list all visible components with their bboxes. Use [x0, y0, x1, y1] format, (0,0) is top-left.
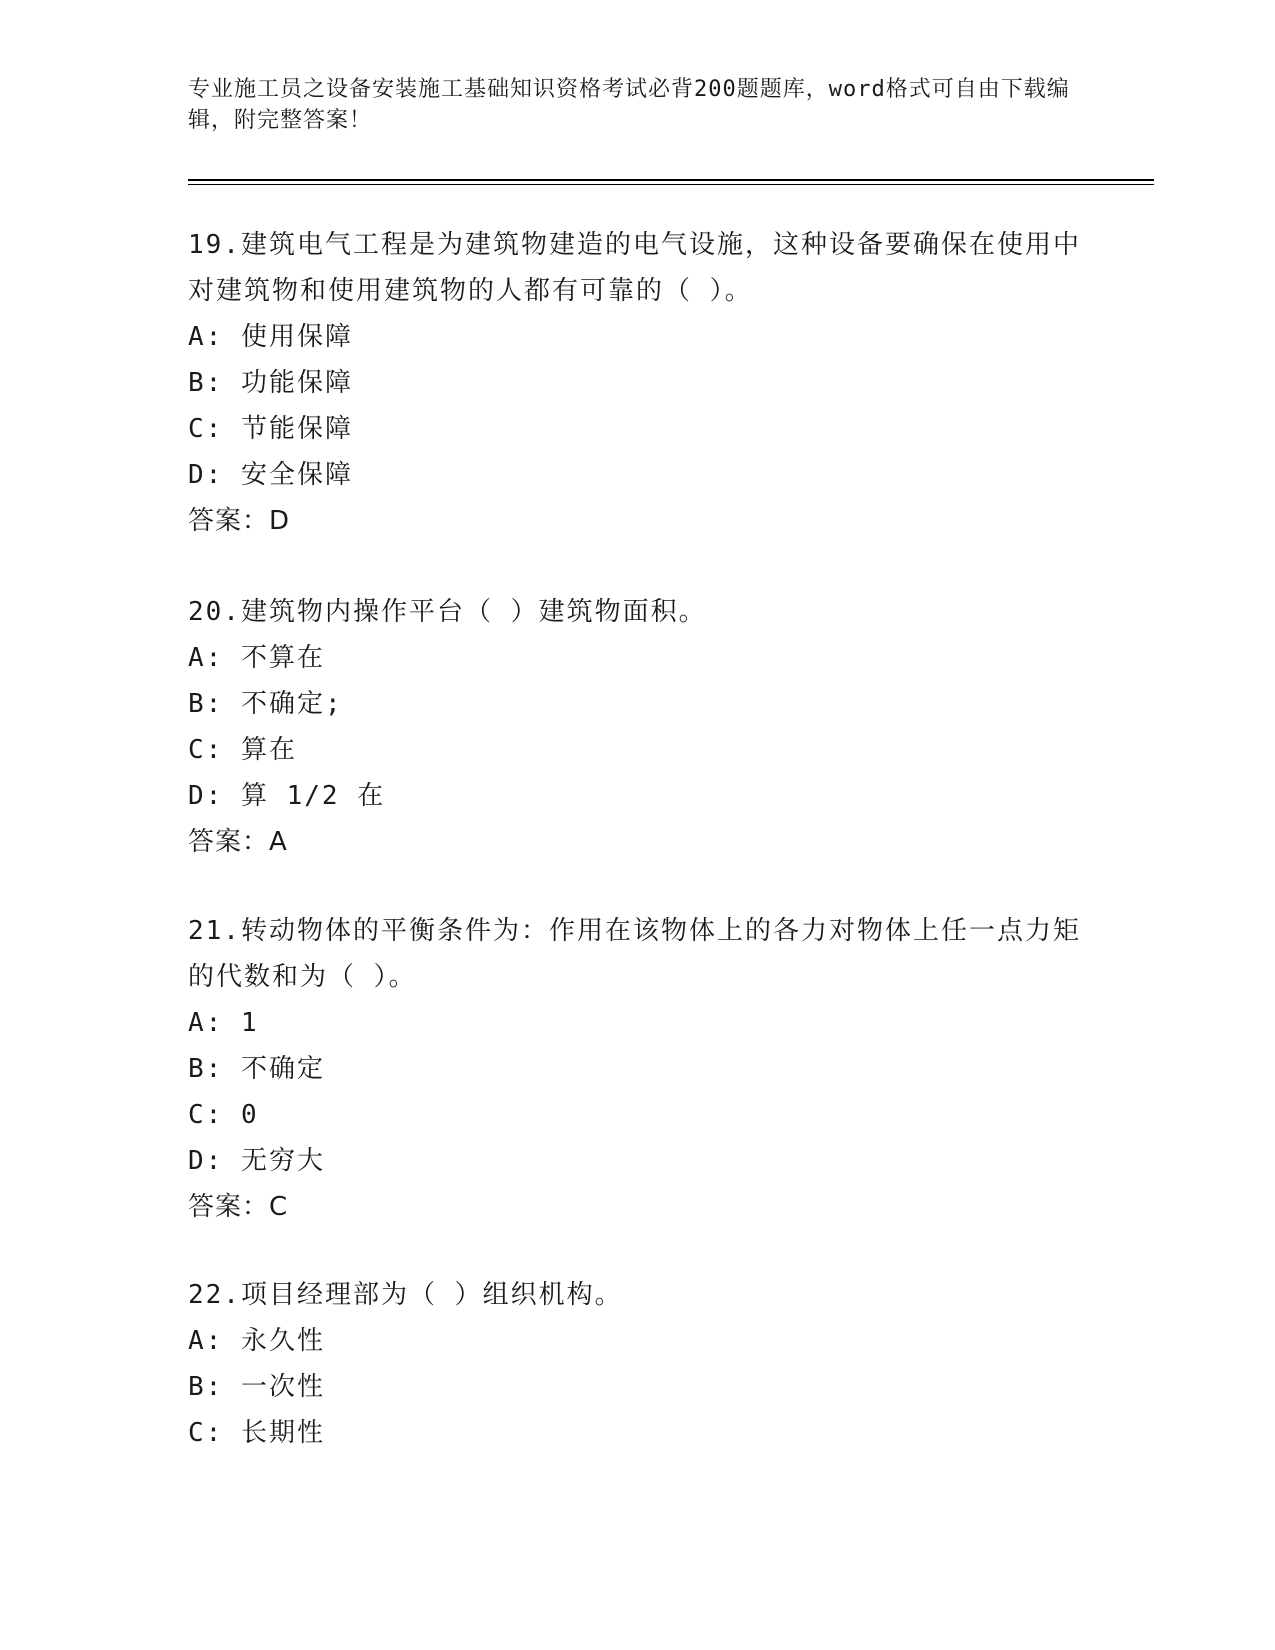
question-22 [188, 1272, 1088, 1456]
option-b: B: 不确定 [188, 1054, 325, 1084]
option-a: A: 1 [188, 1008, 259, 1038]
question-19 [188, 222, 1088, 544]
header-divider-thick [188, 179, 1154, 181]
option-b: B: 一次性 [188, 1372, 325, 1402]
option-a: A: 永久性 [188, 1326, 325, 1356]
question-stem: 22.项目经理部为（ ）组织机构。 [188, 1280, 623, 1310]
option-d: D: 安全保障 [188, 460, 353, 490]
option-a: A: 不算在 [188, 643, 325, 673]
option-d: D: 算 1/2 在 [188, 781, 386, 811]
option-a: A: 使用保障 [188, 322, 353, 352]
answer: 答案：C [188, 1192, 289, 1222]
option-d: D: 无穷大 [188, 1146, 325, 1176]
option-c: C: 0 [188, 1100, 259, 1130]
question-21 [188, 908, 1088, 1230]
option-b: B: 不确定; [188, 689, 343, 719]
question-stem: 19.建筑电气工程是为建筑物建造的电气设施，这种设备要确保在使用中对建筑物和使用建筑物的人都有可靠的（ ）。 [188, 230, 1081, 306]
option-c: C: 长期性 [188, 1418, 325, 1448]
question-stem: 21.转动物体的平衡条件为：作用在该物体上的各力对物体上任一点力矩的代数和为（ ）。 [188, 916, 1081, 992]
option-c: C: 算在 [188, 735, 297, 765]
question-20 [188, 589, 1088, 865]
option-c: C: 节能保障 [188, 414, 353, 444]
option-b: B: 功能保障 [188, 368, 353, 398]
question-stem: 20.建筑物内操作平台（ ）建筑物面积。 [188, 597, 707, 627]
answer: 答案：A [188, 827, 288, 857]
header-divider-thin [188, 184, 1154, 185]
answer: 答案：D [188, 506, 291, 536]
document-header: 专业施工员之设备安装施工基础知识资格考试必背200题题库，word格式可自由下载编辑，附完整答案！ [188, 77, 1070, 133]
